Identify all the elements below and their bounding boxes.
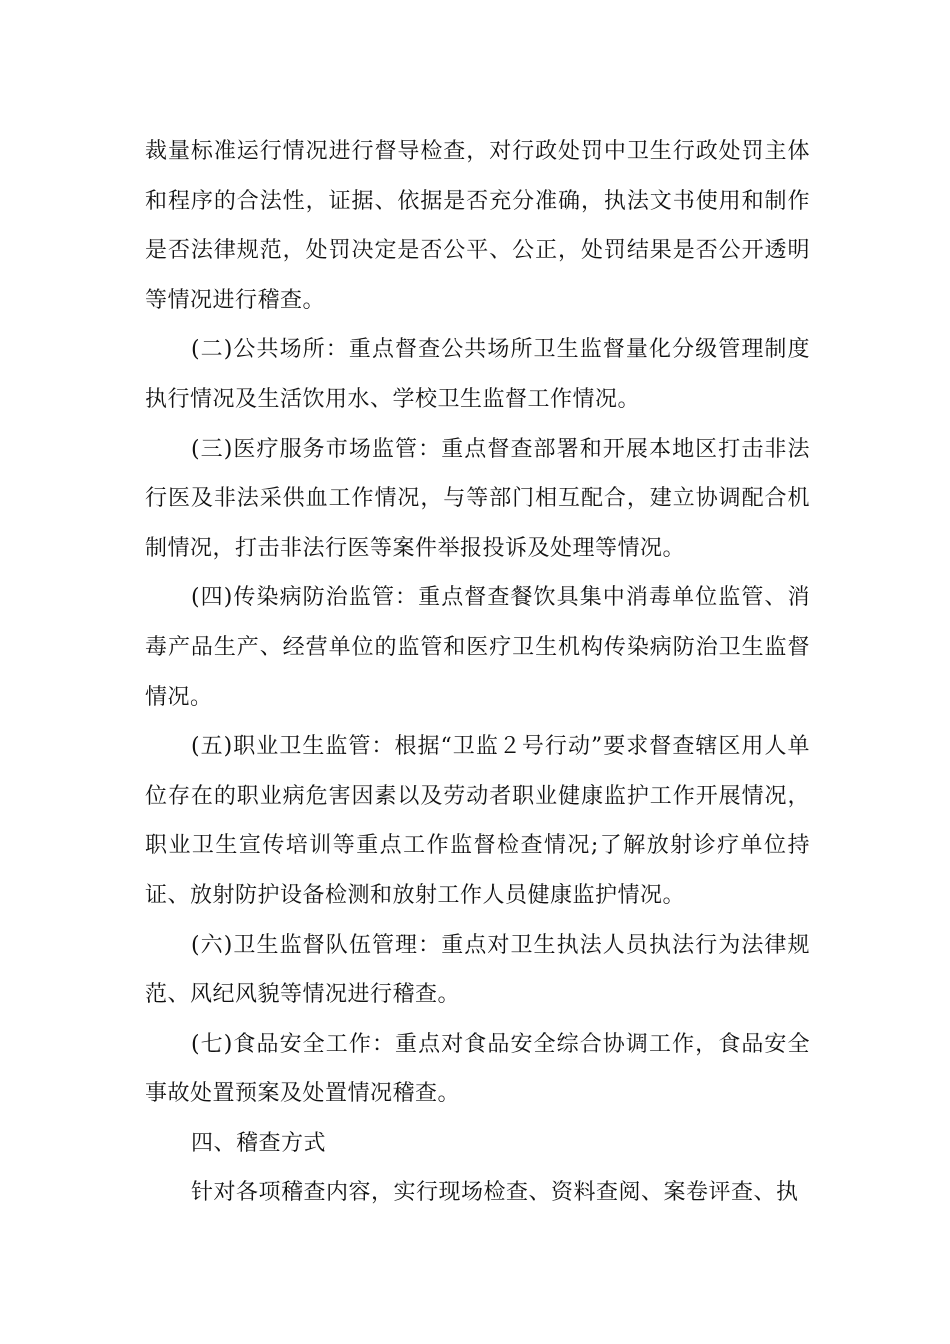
paragraph-infectious-disease: (四)传染病防治监管：重点督查餐饮具集中消毒单位监管、消毒产品生产、经营单位的监管和医疗卫生机构传染病防治卫生监督情况。 [145,585,810,710]
paragraph-supervision-team: (六)卫生监督队伍管理：重点对卫生执法人员执法行为法律规范、风纪风貌等情况进行稽查。 [145,932,810,1008]
paragraph-medical-market: (三)医疗服务市场监管：重点督查部署和开展本地区打击非法行医及非法采供血工作情况，与等部门相互配合，建立协调配合机制情况，打击非法行医等案件举报投诉及处理等情况。 [145,436,810,561]
paragraph-inspection-methods: 针对各项稽查内容，实行现场检查、资料查阅、案卷评查、执 [191,1180,799,1206]
paragraph-occupational-health: (五)职业卫生监管：根据“卫监２号行动”要求督查辖区用人单位存在的职业病危害因素以及劳动者职业健康监护工作开展情况，职业卫生宣传培训等重点工作监督检查情况;了解放射诊疗单位持证、放射防护设备检测和放射工作人员健康监护情况。 [145,734,810,908]
paragraph-public-places: (二)公共场所：重点督查公共场所卫生监督量化分级管理制度执行情况及生活饮用水、学校卫生监督工作情况。 [145,337,810,412]
document-body [145,127,810,1218]
paragraph-food-safety: (七)食品安全工作：重点对食品安全综合协调工作，食品安全事故处置预案及处置情况稽查。 [145,1031,810,1107]
section-heading-inspection-methods: 四、稽查方式 [191,1130,327,1156]
paragraph-continuation: 裁量标准运行情况进行督导检查，对行政处罚中卫生行政处罚主体和程序的合法性，证据、依据是否充分准确，执法文书使用和制作是否法律规范，处罚决定是否公平、公正，处罚结果是否公开透明等情况进行稽查。 [145,139,810,313]
